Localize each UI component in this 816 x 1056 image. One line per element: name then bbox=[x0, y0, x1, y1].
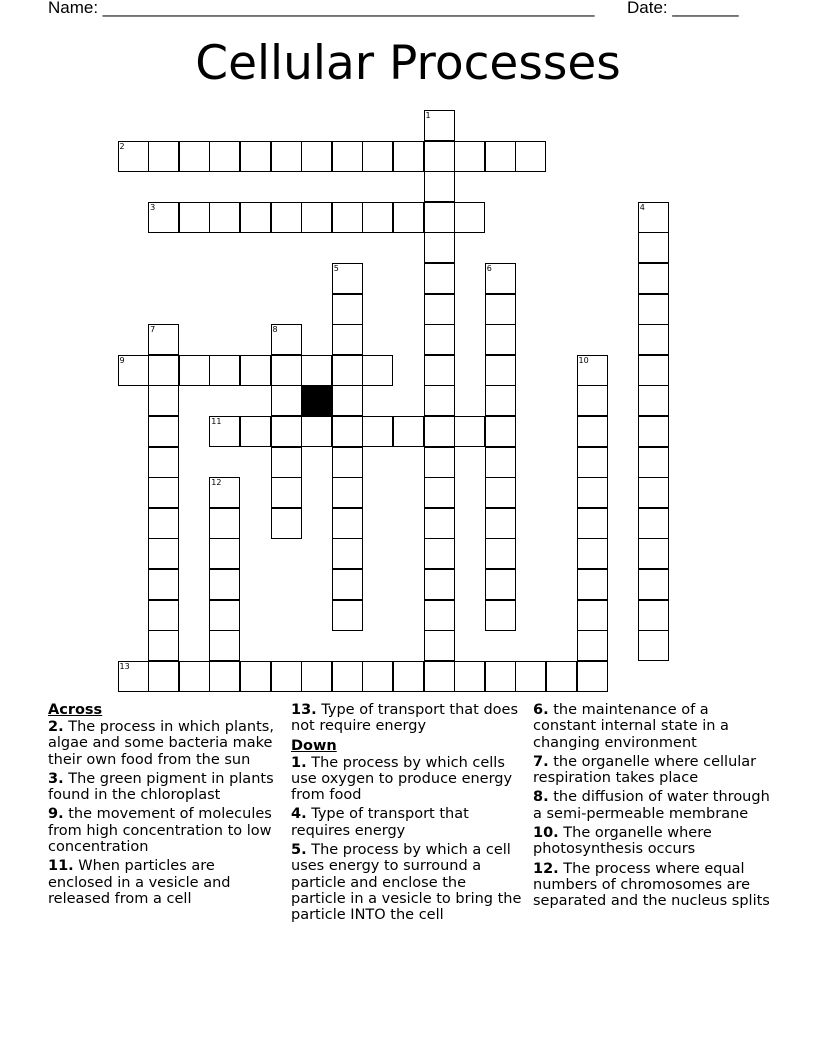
grid-cell[interactable] bbox=[148, 508, 179, 539]
grid-cell[interactable] bbox=[362, 141, 393, 172]
grid-cell[interactable] bbox=[424, 171, 455, 202]
grid-cell[interactable] bbox=[332, 324, 363, 355]
grid-cell[interactable] bbox=[577, 569, 608, 600]
grid-cell[interactable] bbox=[240, 141, 271, 172]
grid-cell[interactable] bbox=[454, 416, 485, 447]
grid-cell[interactable] bbox=[546, 661, 577, 692]
grid-cell[interactable] bbox=[148, 600, 179, 631]
clue-number-5: 5 bbox=[333, 264, 339, 273]
grid-cell[interactable] bbox=[577, 538, 608, 569]
clues-column-2 bbox=[291, 702, 523, 927]
grid-cell[interactable] bbox=[301, 661, 332, 692]
clue-number-7: 7 bbox=[150, 325, 156, 335]
grid-cell[interactable] bbox=[148, 355, 179, 386]
clue-number-13: 13 bbox=[119, 661, 130, 671]
clue-number-9: 9 bbox=[119, 355, 125, 365]
grid-cell[interactable] bbox=[362, 202, 393, 233]
grid-cell[interactable] bbox=[393, 141, 424, 172]
grid-cell[interactable] bbox=[209, 202, 240, 233]
black-cell bbox=[301, 385, 332, 416]
grid-cell[interactable] bbox=[485, 477, 516, 508]
page-title: Cellular Processes bbox=[195, 36, 621, 91]
grid-cell[interactable] bbox=[424, 630, 455, 661]
name-line[interactable]: ____________________________________________________ bbox=[102, 0, 595, 17]
grid-cell[interactable] bbox=[424, 232, 455, 263]
grid-cell[interactable] bbox=[424, 416, 455, 447]
grid-cell[interactable] bbox=[209, 569, 240, 600]
grid-cell[interactable] bbox=[577, 630, 608, 661]
grid-cell[interactable] bbox=[577, 508, 608, 539]
grid-cell[interactable] bbox=[485, 416, 516, 447]
grid-cell[interactable] bbox=[393, 202, 424, 233]
grid-cell[interactable] bbox=[271, 661, 302, 692]
grid-cell[interactable] bbox=[148, 477, 179, 508]
grid-cell[interactable] bbox=[332, 508, 363, 539]
grid-cell[interactable] bbox=[271, 355, 302, 386]
grid-cell[interactable] bbox=[209, 141, 240, 172]
grid-cell[interactable] bbox=[638, 538, 669, 569]
grid-cell[interactable] bbox=[271, 477, 302, 508]
grid-cell[interactable] bbox=[638, 263, 669, 294]
grid-cell[interactable] bbox=[485, 508, 516, 539]
clue-number-8: 8 bbox=[272, 325, 278, 335]
clue-down-1: 1. The process by which cells use oxygen to produce energy from food bbox=[291, 754, 513, 804]
date-line[interactable]: _______ bbox=[672, 0, 739, 17]
grid-cell[interactable] bbox=[638, 569, 669, 600]
grid-cell[interactable] bbox=[148, 538, 179, 569]
grid-cell[interactable] bbox=[209, 630, 240, 661]
grid-cell[interactable] bbox=[362, 416, 393, 447]
grid-cell[interactable] bbox=[148, 141, 179, 172]
grid-cell[interactable] bbox=[485, 355, 516, 386]
clue-number-12: 12 bbox=[211, 478, 222, 488]
clue-number-2: 2 bbox=[119, 141, 125, 151]
grid-cell[interactable] bbox=[515, 141, 546, 172]
grid-cell[interactable] bbox=[424, 141, 455, 172]
grid-cell[interactable] bbox=[179, 355, 210, 386]
grid-cell[interactable] bbox=[424, 385, 455, 416]
grid-cell[interactable] bbox=[301, 416, 332, 447]
grid-cell[interactable] bbox=[148, 630, 179, 661]
grid-cell[interactable] bbox=[638, 294, 669, 325]
grid-cell[interactable] bbox=[301, 355, 332, 386]
grid-cell[interactable] bbox=[240, 202, 271, 233]
grid-cell[interactable] bbox=[240, 661, 271, 692]
grid-cell[interactable] bbox=[638, 508, 669, 539]
grid-cell[interactable] bbox=[271, 508, 302, 539]
clue-down-4: 4. Type of transport that requires energy bbox=[291, 806, 469, 839]
grid-cell[interactable] bbox=[393, 416, 424, 447]
grid-cell[interactable] bbox=[240, 416, 271, 447]
grid-cell[interactable] bbox=[332, 416, 363, 447]
grid-cell[interactable] bbox=[332, 141, 363, 172]
clue-number-3: 3 bbox=[150, 202, 156, 212]
grid-cell[interactable] bbox=[577, 477, 608, 508]
grid-cell[interactable] bbox=[332, 202, 363, 233]
grid-cell[interactable] bbox=[424, 294, 455, 325]
grid-cell[interactable] bbox=[148, 416, 179, 447]
grid-cell[interactable] bbox=[485, 324, 516, 355]
grid-cell[interactable] bbox=[638, 355, 669, 386]
grid-cell[interactable] bbox=[515, 661, 546, 692]
clue-down-6: 6. the maintenance of a constant internal state in a changing environment bbox=[533, 702, 729, 751]
grid-cell[interactable] bbox=[577, 447, 608, 478]
clue-across-9: 9. the movement of molecules from high concentration to low concentration bbox=[48, 806, 272, 856]
grid-cell[interactable] bbox=[209, 508, 240, 539]
grid-cell[interactable] bbox=[362, 661, 393, 692]
grid-cell[interactable] bbox=[271, 385, 302, 416]
name-label: Name: bbox=[48, 0, 103, 17]
grid-cell[interactable] bbox=[179, 141, 210, 172]
clues-column-3 bbox=[533, 702, 773, 913]
clue-down-7: 7. the organelle where cellular respiration takes place bbox=[533, 753, 757, 787]
grid-cell[interactable] bbox=[332, 569, 363, 600]
grid-cell[interactable] bbox=[424, 508, 455, 539]
grid-cell[interactable] bbox=[332, 538, 363, 569]
grid-cell[interactable] bbox=[271, 416, 302, 447]
grid-cell[interactable] bbox=[638, 600, 669, 631]
grid-cell[interactable] bbox=[485, 600, 516, 631]
grid-cell[interactable] bbox=[424, 355, 455, 386]
grid-cell[interactable] bbox=[148, 661, 179, 692]
grid-cell[interactable] bbox=[332, 447, 363, 478]
clue-across-13: 13. Type of transport that does not require energy bbox=[291, 702, 519, 735]
grid-cell[interactable] bbox=[148, 447, 179, 478]
grid-cell[interactable] bbox=[424, 538, 455, 569]
grid-cell[interactable] bbox=[301, 141, 332, 172]
grid-cell[interactable] bbox=[209, 355, 240, 386]
grid-cell[interactable] bbox=[209, 661, 240, 692]
clue-down-8: 8. the diffusion of water through a semi-permeable membrane bbox=[533, 789, 770, 822]
grid-cell[interactable] bbox=[424, 263, 455, 294]
clue-number-6: 6 bbox=[486, 264, 492, 273]
grid-cell[interactable] bbox=[577, 416, 608, 447]
grid-cell[interactable] bbox=[638, 477, 669, 508]
grid-cell[interactable] bbox=[485, 661, 516, 692]
grid-cell[interactable] bbox=[209, 538, 240, 569]
grid-cell[interactable] bbox=[362, 355, 393, 386]
clue-down-12: 12. The process where equal numbers of chromosomes are separated and the nucleus splits bbox=[533, 860, 770, 910]
clue-number-1: 1 bbox=[425, 111, 431, 120]
grid-cell[interactable] bbox=[638, 630, 669, 661]
grid-cell[interactable] bbox=[240, 355, 271, 386]
clue-number-11: 11 bbox=[211, 417, 222, 426]
grid-cell[interactable] bbox=[485, 538, 516, 569]
grid-cell[interactable] bbox=[577, 385, 608, 416]
grid-cell[interactable] bbox=[485, 294, 516, 325]
grid-cell[interactable] bbox=[332, 600, 363, 631]
clues-column-1 bbox=[48, 702, 284, 910]
grid-cell[interactable] bbox=[454, 202, 485, 233]
clue-number-4: 4 bbox=[639, 202, 645, 212]
grid-cell[interactable] bbox=[301, 202, 332, 233]
date-label: Date: bbox=[627, 0, 673, 17]
grid-cell[interactable] bbox=[485, 569, 516, 600]
grid-cell[interactable] bbox=[148, 569, 179, 600]
grid-cell[interactable] bbox=[424, 477, 455, 508]
grid-cell[interactable] bbox=[454, 661, 485, 692]
clue-across-3: 3. The green pigment in plants found in the chloroplast bbox=[48, 770, 274, 804]
clue-down-5: 5. The process by which a cell uses energy to surround a particle and enclose the particle in a vesicle to bring the particle INTO the cell bbox=[291, 842, 522, 924]
grid-cell[interactable] bbox=[332, 477, 363, 508]
clue-number-10: 10 bbox=[578, 355, 589, 365]
grid-cell[interactable] bbox=[424, 202, 455, 233]
grid-cell[interactable] bbox=[332, 355, 363, 386]
grid-cell[interactable] bbox=[332, 294, 363, 325]
grid-cell[interactable] bbox=[454, 141, 485, 172]
grid-cell[interactable] bbox=[577, 661, 608, 692]
grid-cell[interactable] bbox=[271, 447, 302, 478]
grid-cell[interactable] bbox=[332, 661, 363, 692]
grid-cell[interactable] bbox=[638, 416, 669, 447]
grid-cell[interactable] bbox=[424, 447, 455, 478]
grid-cell[interactable] bbox=[332, 385, 363, 416]
grid-cell[interactable] bbox=[485, 447, 516, 478]
grid-cell[interactable] bbox=[485, 141, 516, 172]
grid-cell[interactable] bbox=[424, 569, 455, 600]
grid-cell[interactable] bbox=[638, 385, 669, 416]
grid-cell[interactable] bbox=[271, 141, 302, 172]
grid-cell[interactable] bbox=[424, 661, 455, 692]
grid-cell[interactable] bbox=[424, 600, 455, 631]
grid-cell[interactable] bbox=[179, 661, 210, 692]
grid-cell[interactable] bbox=[485, 385, 516, 416]
clue-down-10: 10. The organelle where photosynthesis occurs bbox=[533, 825, 712, 858]
grid-cell[interactable] bbox=[393, 661, 424, 692]
grid-cell[interactable] bbox=[179, 202, 210, 233]
grid-cell[interactable] bbox=[577, 600, 608, 631]
grid-cell[interactable] bbox=[209, 600, 240, 631]
grid-cell[interactable] bbox=[638, 232, 669, 263]
grid-cell[interactable] bbox=[638, 447, 669, 478]
grid-cell[interactable] bbox=[271, 202, 302, 233]
down-heading: Down bbox=[291, 737, 337, 754]
across-heading: Across bbox=[48, 702, 103, 718]
grid-cell[interactable] bbox=[638, 324, 669, 355]
clue-across-2: 2. The process in which plants, algae and some bacteria make their own food from the sun bbox=[48, 719, 274, 768]
grid-cell[interactable] bbox=[424, 324, 455, 355]
clue-across-11: 11. When particles are enclosed in a vesicle and released from a cell bbox=[48, 858, 231, 907]
grid-cell[interactable] bbox=[148, 385, 179, 416]
